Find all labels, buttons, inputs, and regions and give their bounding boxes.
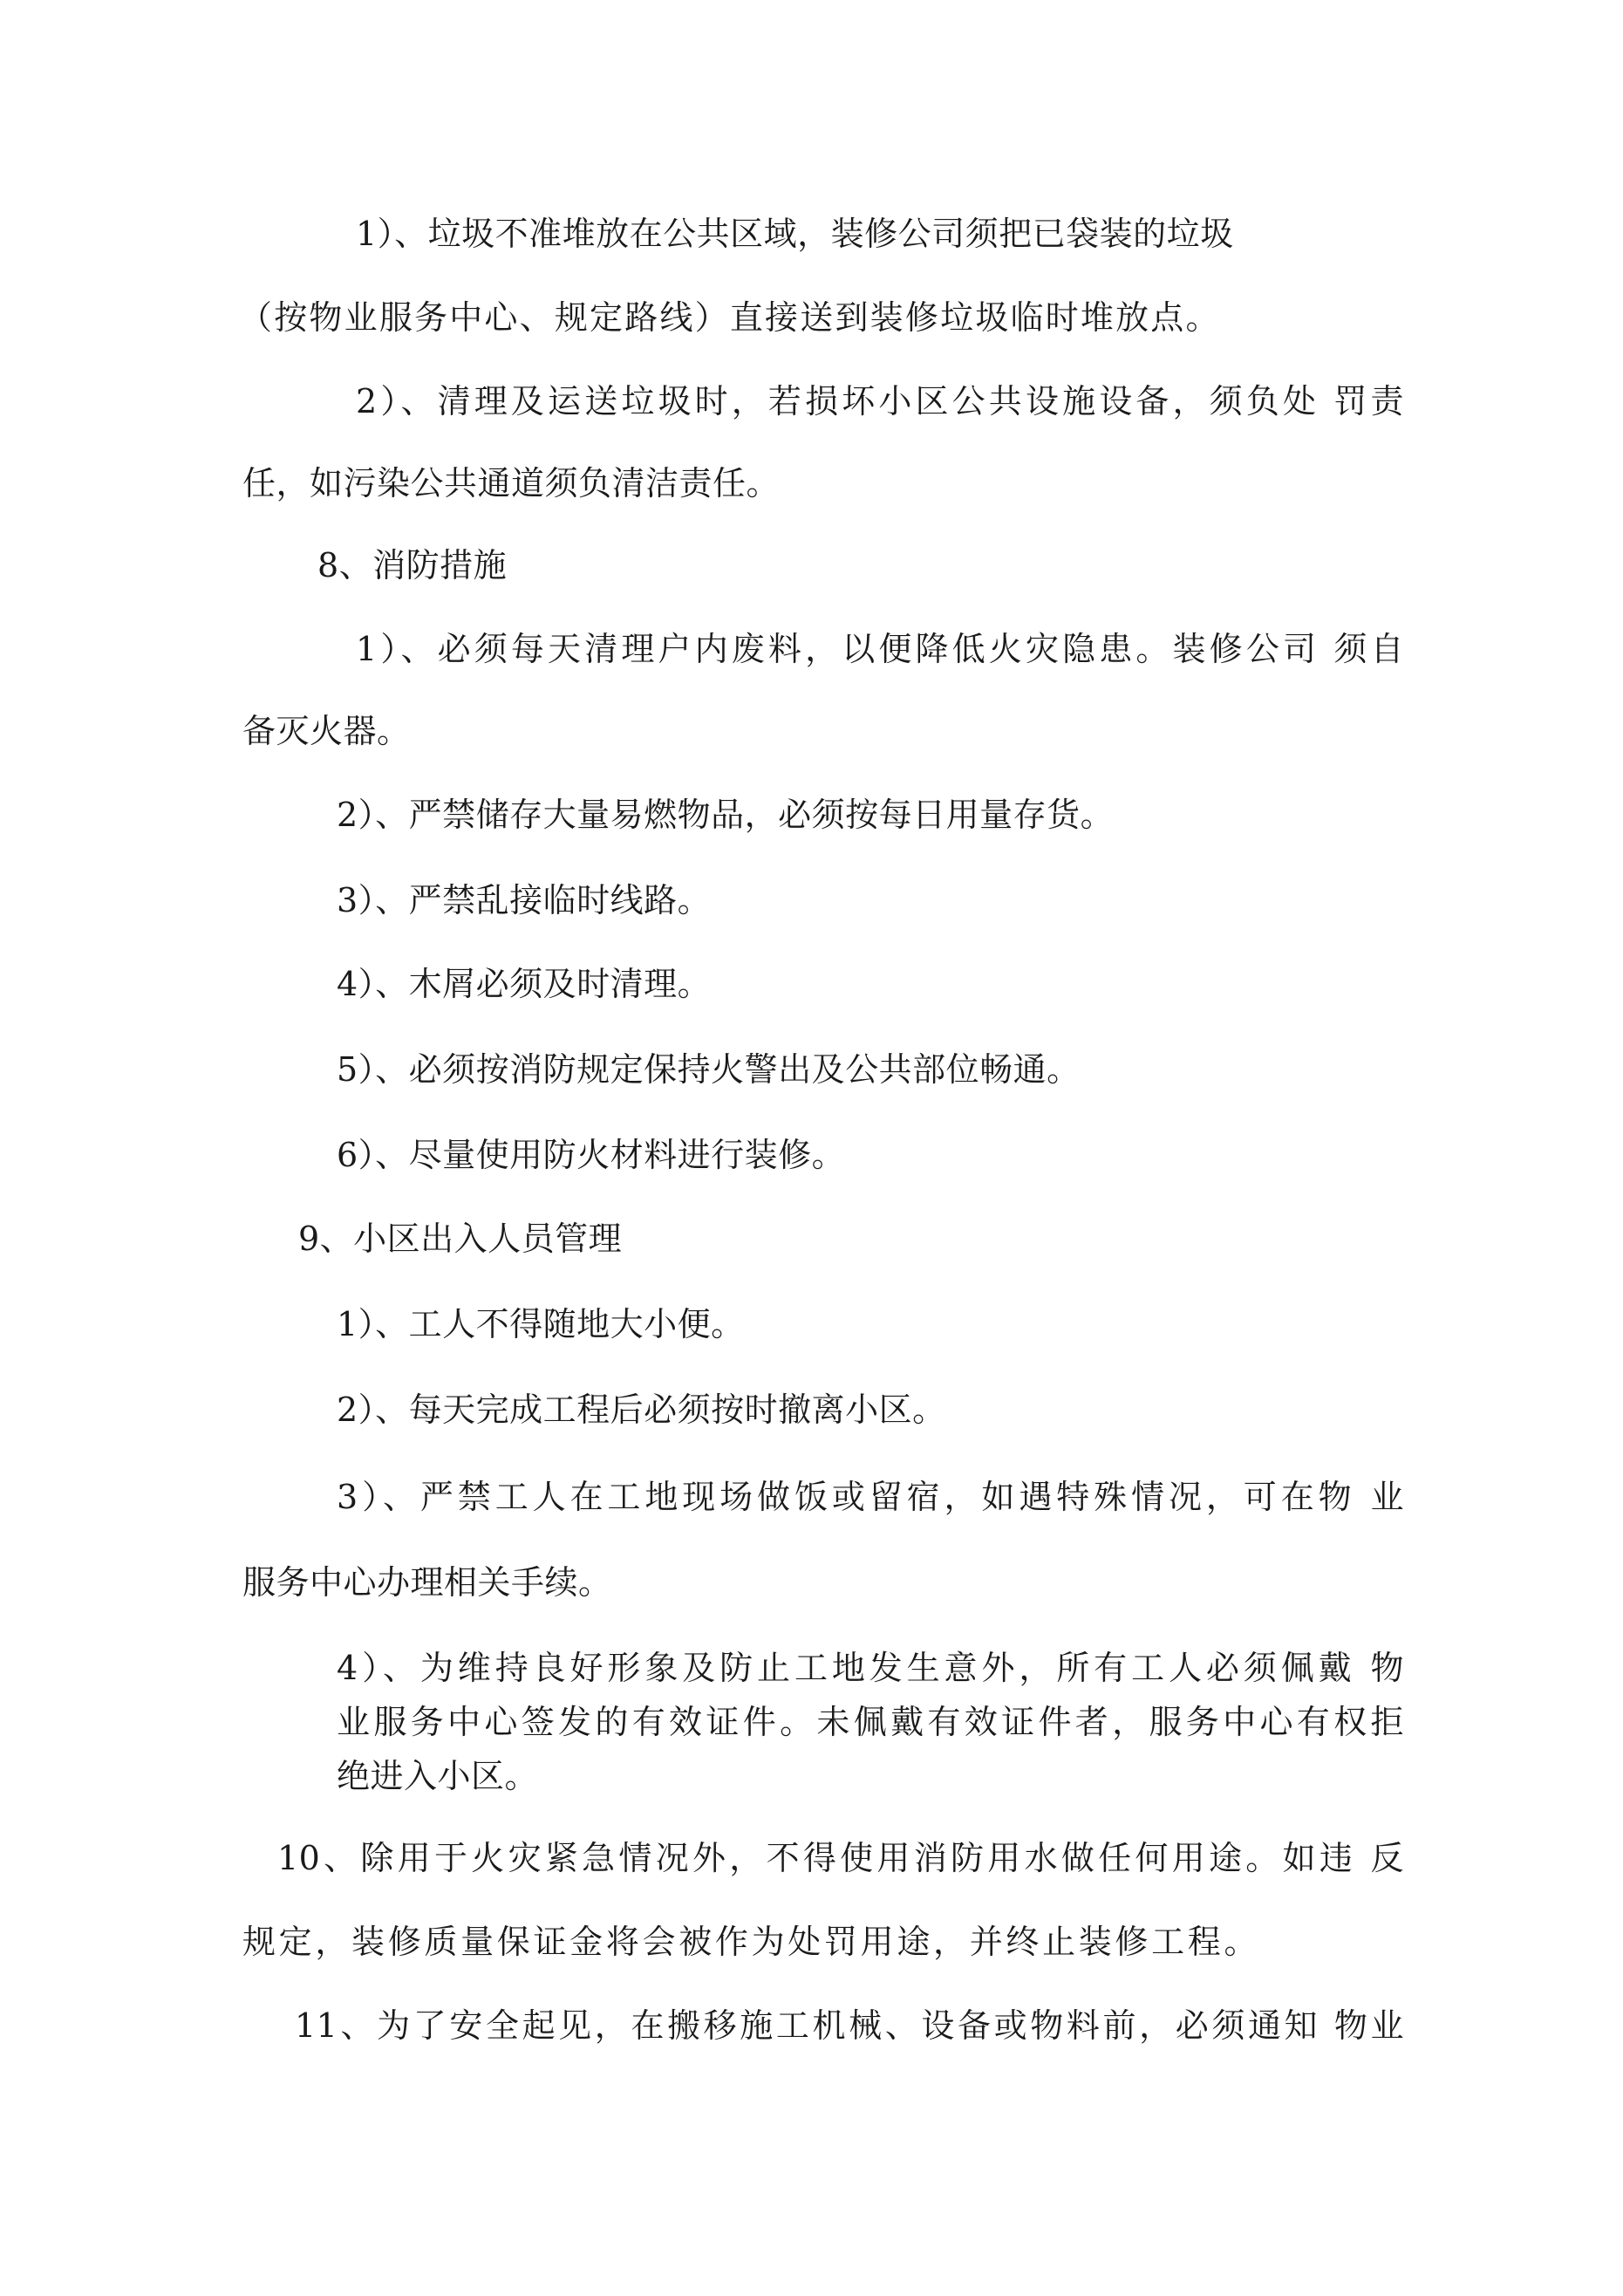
text-line: 规定，装修质量保证金将会被作为处罚用途，并终止装修工程。 <box>242 1923 1258 1961</box>
text-line: 1）、必须每天清理户内废料，以便降低火灾隐患。装修公司 须自 <box>356 630 1404 668</box>
text-line: 绝进入小区。 <box>337 1757 539 1795</box>
text-line: 6）、尽量使用防火材料进行装修。 <box>337 1136 846 1174</box>
text-line: 1）、垃圾不准堆放在公共区域，装修公司须把已袋装的垃圾 <box>356 215 1234 253</box>
text-line: 业服务中心签发的有效证件。未佩戴有效证件者，服务中心有权拒 <box>337 1703 1404 1741</box>
text-line: 4）、为维持良好形象及防止工地发生意外，所有工人必须佩戴 物 <box>337 1649 1404 1687</box>
text-line: 11、为了安全起见，在搬移施工机械、设备或物料前，必须通知 物业 <box>295 2006 1404 2045</box>
text-line: 3）、严禁工人在工地现场做饭或留宿，如遇特殊情况，可在物 业 <box>337 1478 1404 1516</box>
text-line: 1）、工人不得随地大小便。 <box>337 1305 745 1343</box>
text-line: 任，如污染公共通道须负清洁责任。 <box>242 464 781 502</box>
section-heading: 8、消防措施 <box>317 546 508 584</box>
text-line: 10、除用于火灾紧急情况外，不得使用消防用水做任何用途。如违 反 <box>277 1839 1404 1877</box>
text-line: 服务中心办理相关手续。 <box>242 1563 612 1602</box>
text-line: 2）、每天完成工程后必须按时撤离小区。 <box>337 1391 946 1429</box>
text-line: 2）、清理及运送垃圾时，若损坏小区公共设施设备，须负处 罚责 <box>356 382 1404 420</box>
text-line: 2）、严禁储存大量易燃物品，必须按每日用量存货。 <box>337 796 1115 834</box>
text-line: （按物业服务中心、规定路线）直接送到装修垃圾临时堆放点。 <box>239 298 1219 337</box>
text-line: 3）、严禁乱接临时线路。 <box>337 881 712 919</box>
section-heading: 9、小区出入人员管理 <box>298 1220 623 1258</box>
text-line: 5）、必须按消防规定保持火警出及公共部位畅通。 <box>337 1050 1081 1089</box>
text-line: 4）、木屑必须及时清理。 <box>337 965 712 1003</box>
text-line: 备灭火器。 <box>242 712 411 750</box>
